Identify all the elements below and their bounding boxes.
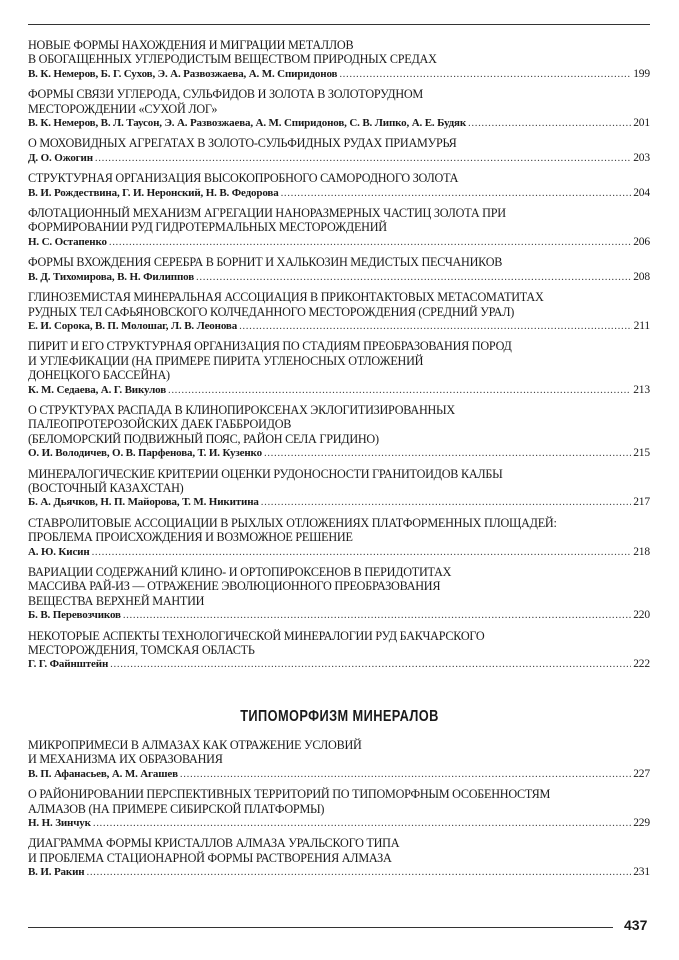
entry-title-line: О МОХОВИДНЫХ АГРЕГАТАХ В ЗОЛОТО-СУЛЬФИДНЫХ РУДАХ ПРИАМУРЬЯ — [28, 136, 457, 151]
entry-page-number: 199 — [633, 67, 650, 80]
entry-authors: В. Д. Тихомирова, В. Н. Филиппов — [28, 270, 195, 283]
entry-title-line: НЕКОТОРЫЕ АСПЕКТЫ ТЕХНОЛОГИЧЕСКОЙ МИНЕРАЛОГИИ РУД БАКЧАРСКОГО — [28, 628, 485, 643]
entry-page-number: 211 — [633, 319, 650, 332]
entry-page-number: 215 — [633, 447, 650, 460]
entry-page-number: 218 — [633, 545, 650, 558]
toc-entry[interactable] — [28, 339, 650, 397]
authors-line — [28, 657, 650, 671]
entry-title-line: (БЕЛОМОРСКИЙ ПОДВИЖНЫЙ ПОЯС, РАЙОН СЕЛА ГРИДИНО) — [28, 431, 379, 446]
entry-title-line: ПИРИТ И ЕГО СТРУКТУРНАЯ ОРГАНИЗАЦИЯ ПО СТАДИЯМ ПРЕОБРАЗОВАНИЯ ПОРОД — [28, 339, 512, 354]
dot-leader — [110, 657, 631, 671]
toc-entry[interactable] — [28, 738, 650, 781]
dot-leader — [123, 608, 631, 622]
toc-entry[interactable] — [28, 467, 650, 510]
dot-leader — [95, 151, 631, 165]
dot-leader — [86, 865, 631, 879]
footer-rule — [28, 927, 613, 928]
dot-leader — [93, 816, 631, 830]
entry-title-line: ФОРМЫ ВХОЖДЕНИЯ СЕРЕБРА В БОРНИТ И ХАЛЬКОЗИН МЕДИСТЫХ ПЕСЧАНИКОВ — [28, 255, 503, 270]
entry-authors: О. И. Володичев, О. В. Парфенова, Т. И. Кузенко — [28, 447, 262, 460]
entry-authors: А. Ю. Кисин — [28, 545, 90, 558]
dot-leader — [261, 495, 631, 509]
entry-title-line: ВЕЩЕСТВА ВЕРХНЕЙ МАНТИИ — [28, 593, 205, 608]
entry-title-line: МИНЕРАЛОГИЧЕСКИЕ КРИТЕРИИ ОЦЕНКИ РУДОНОСНОСТИ ГРАНИТОИДОВ КАЛБЫ — [28, 466, 503, 481]
toc-entry[interactable] — [28, 629, 650, 672]
entry-title-line: И УГЛЕФИКАЦИИ (НА ПРИМЕРЕ ПИРИТА УГЛЕНОСНЫХ ОТЛОЖЕНИЙ — [28, 353, 424, 368]
entry-title-line: В ОБОГАЩЕННЫХ УГЛЕРОДИСТЫМ ВЕЩЕСТВОМ ПРИРОДНЫХ СРЕДАХ — [28, 52, 437, 67]
authors-line — [28, 319, 650, 333]
authors-line — [28, 865, 650, 879]
entry-page-number: 203 — [633, 151, 650, 164]
entry-page-number: 208 — [633, 270, 650, 283]
entry-title-line: РУДНЫХ ТЕЛ САФЬЯНОВСКОГО КОЛЧЕДАННОГО МЕСТОРОЖДЕНИЯ (СРЕДНИЙ УРАЛ) — [28, 304, 515, 319]
entry-title-line: (ВОСТОЧНЫЙ КАЗАХСТАН) — [28, 480, 184, 495]
authors-line — [28, 235, 650, 249]
authors-line — [28, 116, 650, 130]
entry-authors: Н. Н. Зинчук — [28, 817, 91, 830]
entry-title-line: МЕСТОРОЖДЕНИЯ, ТОМСКАЯ ОБЛАСТЬ — [28, 643, 255, 658]
entry-authors: Г. Г. Файнштейн — [28, 658, 109, 671]
dot-leader — [339, 67, 631, 81]
entry-page-number: 206 — [633, 235, 650, 248]
authors-line — [28, 816, 650, 830]
entry-authors: Б. А. Дьячков, Н. П. Майорова, Т. М. Никитина — [28, 496, 259, 509]
entry-title-line: МИКРОПРИМЕСИ В АЛМАЗАХ КАК ОТРАЖЕНИЕ УСЛОВИЙ — [28, 738, 362, 752]
entry-title-line: СТАВРОЛИТОВЫЕ АССОЦИАЦИИ В РЫХЛЫХ ОТЛОЖЕНИЯХ ПЛАТФОРМЕННЫХ ПЛОЩАДЕЙ: — [28, 515, 557, 530]
entry-title-line: АЛМАЗОВ (НА ПРИМЕРЕ СИБИРСКОЙ ПЛАТФОРМЫ) — [28, 801, 325, 816]
toc-entry[interactable] — [28, 87, 650, 130]
entry-title-line: ДОНЕЦКОГО БАССЕЙНА) — [28, 368, 170, 383]
authors-line — [28, 495, 650, 509]
toc-entry[interactable] — [28, 206, 650, 249]
toc-entry[interactable] — [28, 565, 650, 623]
entry-page-number: 222 — [633, 658, 650, 671]
toc-list — [28, 38, 650, 678]
authors-line — [28, 383, 650, 397]
entry-authors: Е. И. Сорока, В. П. Молошаг, Л. В. Леонова — [28, 319, 238, 332]
entry-authors: В. И. Рождествина, Г. И. Неронский, Н. В. Федорова — [28, 186, 279, 199]
entry-title-line: НОВЫЕ ФОРМЫ НАХОЖДЕНИЯ И МИГРАЦИИ МЕТАЛЛОВ — [28, 38, 354, 52]
dot-leader — [92, 545, 632, 559]
entry-page-number: 231 — [633, 866, 650, 879]
entry-title-line: ФОРМЫ СВЯЗИ УГЛЕРОДА, СУЛЬФИДОВ И ЗОЛОТА В ЗОЛОТОРУДНОМ — [28, 87, 424, 102]
entry-page-number: 227 — [633, 767, 650, 780]
toc-entry[interactable] — [28, 38, 650, 81]
toc-entry[interactable] — [28, 255, 650, 284]
entry-title-line: ГЛИНОЗЕМИСТАЯ МИНЕРАЛЬНАЯ АССОЦИАЦИЯ В ПРИКОНТАКТОВЫХ МЕТАСОМАТИТАХ — [28, 290, 544, 305]
authors-line — [28, 608, 650, 622]
entry-authors: В. П. Афанасьев, А. М. Агашев — [28, 767, 178, 780]
entry-title-line: О СТРУКТУРАХ РАСПАДА В КЛИНОПИРОКСЕНАХ ЭКЛОГИТИЗИРОВАННЫХ — [28, 402, 455, 417]
section-heading: ТИПОМОРФИЗМ МИНЕРАЛОВ — [240, 708, 439, 725]
entry-authors: Н. С. Остапенко — [28, 235, 107, 248]
page-number: 437 — [624, 917, 648, 933]
entry-title-line: ВАРИАЦИИ СОДЕРЖАНИЙ КЛИНО- И ОРТОПИРОКСЕНОВ В ПЕРИДОТИТАХ — [28, 565, 452, 579]
entry-title-line: ДИАГРАММА ФОРМЫ КРИСТАЛЛОВ АЛМАЗА УРАЛЬСКОГО ТИПА — [28, 836, 400, 851]
entry-page-number: 204 — [633, 186, 650, 199]
entry-title-line: ПАЛЕОПРОТЕРОЗОЙСКИХ ДАЕК ГАББРОИДОВ — [28, 417, 292, 432]
toc-list — [28, 738, 650, 886]
authors-line — [28, 186, 650, 200]
entry-authors: В. К. Немеров, Б. Г. Сухов, Э. А. Развозжаева, А. М. Спиридонов — [28, 67, 338, 80]
entry-page-number: 213 — [633, 383, 650, 396]
authors-line — [28, 67, 650, 81]
dot-leader — [180, 767, 631, 781]
authors-line — [28, 270, 650, 284]
entry-title-line: ФОРМИРОВАНИИ РУД ГИДРОТЕРМАЛЬНЫХ МЕСТОРОЖДЕНИЙ — [28, 220, 387, 235]
toc-entry[interactable] — [28, 516, 650, 559]
authors-line — [28, 767, 650, 781]
toc-entry[interactable] — [28, 136, 650, 165]
toc-entry[interactable] — [28, 171, 650, 200]
dot-leader — [239, 319, 632, 333]
top-rule — [28, 24, 650, 25]
entry-title-line: МЕСТОРОЖДЕНИИ «СУХОЙ ЛОГ» — [28, 101, 218, 116]
entry-authors: Б. В. Перевозчиков — [28, 609, 121, 622]
toc-entry[interactable] — [28, 787, 650, 830]
toc-entry[interactable] — [28, 403, 650, 461]
dot-leader — [196, 270, 631, 284]
entry-authors: В. К. Немеров, В. Л. Таусон, Э. А. Развозжаева, А. М. Спиридонов, С. В. Липко, А. Е. Будяк — [28, 117, 467, 130]
dot-leader — [168, 383, 631, 397]
entry-page-number: 217 — [633, 496, 650, 509]
entry-title-line: О РАЙОНИРОВАНИИ ПЕРСПЕКТИВНЫХ ТЕРРИТОРИЙ ПО ТИПОМОРФНЫМ ОСОБЕННОСТЯМ — [28, 787, 551, 802]
dot-leader — [281, 186, 632, 200]
entry-page-number: 220 — [633, 609, 650, 622]
dot-leader — [109, 235, 631, 249]
toc-entry[interactable] — [28, 836, 650, 879]
toc-entry[interactable] — [28, 290, 650, 333]
authors-line — [28, 545, 650, 559]
entry-title-line: И ПРОБЛЕМА СТАЦИОНАРНОЙ ФОРМЫ РАСТВОРЕНИЯ АЛМАЗА — [28, 850, 392, 865]
dot-leader — [264, 446, 631, 460]
entry-title-line: МАССИВА РАЙ-ИЗ — ОТРАЖЕНИЕ ЭВОЛЮЦИОННОГО ПРЕОБРАЗОВАНИЯ — [28, 579, 441, 594]
authors-line — [28, 446, 650, 460]
entry-page-number: 229 — [633, 817, 650, 830]
entry-authors: К. М. Седаева, А. Г. Викулов — [28, 383, 166, 396]
entry-title-line: И МЕХАНИЗМА ИХ ОБРАЗОВАНИЯ — [28, 752, 223, 767]
entry-authors: В. И. Ракин — [28, 866, 85, 879]
entry-title-line: ФЛОТАЦИОННЫЙ МЕХАНИЗМ АГРЕГАЦИИ НАНОРАЗМЕРНЫХ ЧАСТИЦ ЗОЛОТА ПРИ — [28, 206, 506, 221]
dot-leader — [468, 116, 631, 130]
authors-line — [28, 151, 650, 165]
entry-title-line: СТРУКТУРНАЯ ОРГАНИЗАЦИЯ ВЫСОКОПРОБНОГО САМОРОДНОГО ЗОЛОТА — [28, 171, 459, 186]
entry-page-number: 201 — [633, 117, 650, 130]
entry-title-line: ПРОБЛЕМА ПРОИСХОЖДЕНИЯ И ВОЗМОЖНОЕ РЕШЕНИЕ — [28, 530, 353, 545]
entry-authors: Д. О. Ожогин — [28, 151, 93, 164]
